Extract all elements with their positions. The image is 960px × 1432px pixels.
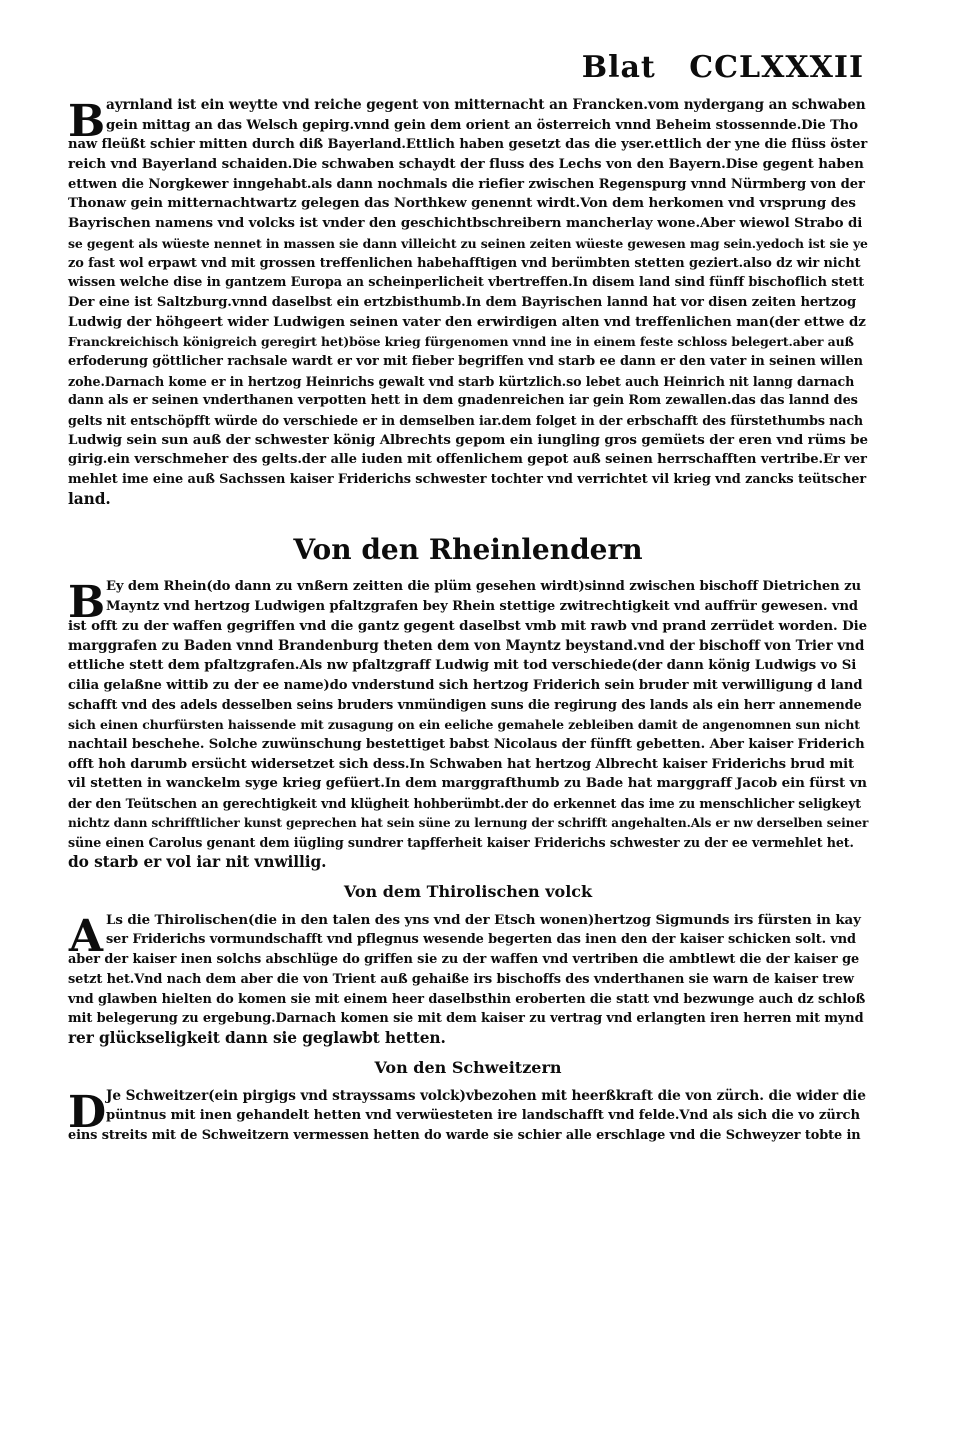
text-line: dann als er seinen vnderthanen verpotten hett in dem gnadenreichen iar gein Rom zewallen.das das lannd des: [68, 393, 858, 409]
drop-initial: A: [68, 910, 104, 962]
text-line: eins streits mit de Schweitzern vermessen hetten do warde sie schier alle erschlage vnd die Schweyzer tobte in: [68, 1127, 861, 1143]
text-line: Ludwig der höhgeert wider Ludwigen seinen vater den erwirdigen alten vnd treffenlichen man(der ettwe dz: [68, 313, 866, 330]
text-line: vnd glawben hielten do komen sie mit einem heer daselbsthin eroberten die statt vnd bezwunge auch dz schloß: [68, 991, 866, 1007]
text-line: nichtz dann schrifftlicher kunst geprechen hat sein süne zu lernung der schrifft angehalten.Als er nw derselben seiner: [68, 815, 869, 830]
text-line: püntnus mit inen gehandelt hetten vnd verwüesteten ire landschafft vnd felde.Vnd als sich die vo zürch: [106, 1108, 860, 1124]
paragraph: [68, 1087, 868, 1146]
drop-initial: D: [68, 1086, 107, 1138]
text-line: nachtail beschehe. Solche zuwünschung bestettiget babst Nicolaus der fünfft gebetten. Aber kaiser Friderich: [68, 736, 865, 752]
section-heading: Von den Rheinlendern: [293, 533, 643, 567]
text-line: ser Friderichs vormundschafft vnd pflegnus wesende begerten das inen den der kaiser schicken solt. vnd: [106, 932, 856, 948]
text-line: Ey dem Rhein(do dann zu vnßern zeitten die plüm gesehen wirdt)sinnd zwischen bischoff Dietrichen zu: [106, 579, 861, 595]
text-line: setzt het.Vnd nach dem aber die von Trient auß gehaiße irs bischoffs des vnderthanen sie warn de kaiser trew: [68, 971, 854, 987]
text-line: Ludwig sein sun auß der schwester könig Albrechts gepom ein iungling gros gemüets der eren vnd rüms be: [68, 431, 868, 448]
text-line: se gegent als wüeste nennet in massen sie dann villeicht zu seinen zeiten wüeste gewesen mag sein.yedoch ist sie ye: [68, 235, 868, 251]
text-line: do starb er vol iar nit vnwillig.: [68, 853, 327, 872]
text-line: Je Schweitzer(ein pirgigs vnd strayssams volck)vbezohen mit heerßkraft die von zürch. die wider die: [106, 1087, 866, 1104]
paragraph: [68, 911, 868, 1049]
folio-number: CCLXXXII: [689, 50, 864, 85]
text-line: cilia gelaßne wittib zu der ee name)do vnderstund sich hertzog Friderich sein bruder mit verwilligung d land: [68, 677, 863, 693]
text-line: land.: [68, 489, 111, 508]
text-line: gelts nit entschöpfft würde do verschiede er in demselben iar.dem folget in der erbschafft des fürstethumbs nach: [68, 413, 864, 428]
text-line: vil stetten in wanckelm syge krieg gefüert.In dem marggrafthumb zu Bade hat marggraff Jacob ein fürst vn: [68, 775, 867, 792]
text-line: offt hoh darumb ersücht widersetzet sich dess.In Schwaben hat hertzog Albrecht kaiser Friderichs brud mit: [68, 756, 855, 772]
text-line: ayrnland ist ein weytte vnd reiche gegent von mitternacht an Francken.vom nydergang an schwaben: [106, 97, 866, 113]
text-line: gein mittag an das Welsch gepirg.vnnd gein dem orient an österreich vnnd Beheim stossennde.Die Tho: [106, 117, 858, 133]
text-line: erfoderung göttlicher rachsale wardt er vor mit fieber begriffen vnd starb ee dann er den vater in seinen willen: [68, 353, 863, 369]
text-line: reich vnd Bayerland schaiden.Die schwaben schaydt der fluss des Lechs von den Bayern.Dise gegent haben: [68, 156, 864, 173]
text-line: naw fleüßt schier mitten durch diß Bayerland.Ettlich haben gesetzt das die yser.ettlich der yne die flüss öster: [68, 137, 868, 153]
text-line: der den Teütschen an gerechtigkeit vnd klügheit hohberümbt.der do erkennet das ime zu menschlicher seligkeyt: [68, 796, 861, 811]
folio-word: Blat: [581, 50, 656, 85]
text-line: aber der kaiser inen solchs abschlüge do griffen sie zu der waffen vnd vertriben die ambtlewt die der kaiser ge: [68, 952, 860, 968]
text-line: Thonaw gein mitternachtwartz gelegen das Northkew genennt wirdt.Von dem herkomen vnd vrsprung des: [68, 195, 856, 212]
section-gap: [68, 509, 868, 521]
text-line: mehlet ime eine auß Sachssen kaiser Friderichs schwester tochter vnd verrichtet vil krieg vnd zancks teütscher: [68, 472, 867, 488]
drop-initial: B: [68, 96, 106, 147]
text-line: Der eine ist Saltzburg.vnnd daselbst ein ertzbisthumb.In dem Bayrischen lannd hat vor disen zeiten hertzog: [68, 294, 857, 310]
text-line: wissen welche dise in gantzem Europa an scheinperlicheit vbertreffen.In disem land sind fünff bischoflich stett: [68, 275, 865, 291]
section-heading: Von den Schweitzern: [374, 1057, 562, 1077]
text-line: schafft vnd des adels desselben seins bruders vnmündigen suns die regirung des lands als ein herr annemende: [68, 697, 862, 713]
text-line: girig.ein verschmeher des gelts.der alle iuden mit offenlichem gepot auß seinen herrschafften vertribe.Er ver: [68, 452, 867, 468]
text-line: ist offt zu der waffen gegriffen vnd die gantz gegent daselbst vmb mit rawb vnd prand zerrüdet worden. Die: [68, 617, 868, 634]
section-heading: Von dem Thirolischen volck: [343, 881, 593, 901]
text-line: mit belegerung zu ergebung.Darnach komen sie mit dem kaiser zu vertrag vnd erlangten iren herren mit mynd: [68, 1011, 864, 1027]
text-line: Ls die Thirolischen(die in den talen des yns vnd der Etsch wonen)hertzog Sigmunds irs fürsten in kay: [106, 911, 861, 928]
drop-initial: B: [68, 577, 106, 629]
paragraph: [68, 96, 868, 509]
text-line: ettwen die Norgkewer inngehabt.als dann nochmals die riefier zwischen Regenspurg vnnd Nürmberg von der: [68, 176, 865, 192]
page-folio: [582, 50, 864, 85]
text-line: Franckreichisch königreich geregirt het)böse krieg fürgenomen vnnd ine in einem feste schloss belegert.aber auß: [68, 334, 854, 350]
text-line: ettliche stett dem pfaltzgrafen.Als nw pfaltzgraff Ludwig mit tod verschiede(der dann könig Ludwigs vo Si: [68, 657, 857, 674]
text-line: rer glückseligkeit dann sie geglawbt hetten.: [68, 1028, 446, 1047]
text-line: marggrafen zu Baden vnnd Brandenburg theten dem von Mayntz beystand.vnd der bischoff von Trier vnd: [68, 637, 865, 654]
text-line: sich einen churfürsten haissende mit zusagung on ein eeliche gemahele zebleiben damit de angenomnen sun nicht: [68, 717, 860, 733]
text-line: zohe.Darnach kome er in hertzog Heinrichs gewalt vnd starb kürtzlich.so lebet auch Heinrich nit lanng darnach: [68, 373, 855, 389]
paragraph: [68, 577, 868, 872]
text-line: Bayrischen namens vnd volcks ist vnder den geschichtbschreibern mancherlay wone.Aber wiewol Strabo di: [68, 215, 863, 232]
text-line: zo fast wol erpawt vnd mit grossen treffenlichen habehafftigen vnd berümbten stetten geziert.also dz wir nicht: [68, 255, 861, 271]
text-line: Mayntz vnd hertzog Ludwigen pfaltzgrafen bey Rhein stettige zwitrechtigkeit vnd auffrür gewesen. vnd: [106, 599, 859, 615]
text-line: süne einen Carolus genant dem iügling sundrer tapfferheit kaiser Friderichs schwester zu der ee vermehlet het.: [68, 835, 854, 851]
text-column: [68, 96, 868, 1146]
